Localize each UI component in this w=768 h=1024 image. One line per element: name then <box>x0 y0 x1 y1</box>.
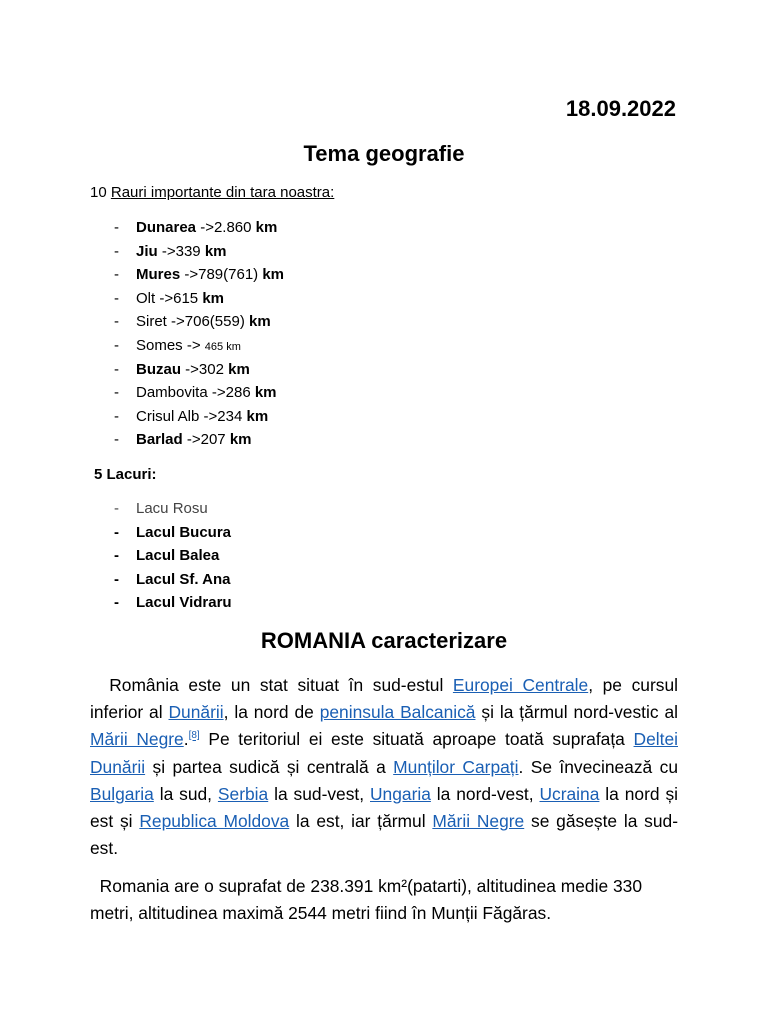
list-item: - Dunarea ->2.860 km <box>114 216 284 240</box>
lakes-heading: 5 Lacuri: <box>94 466 157 483</box>
page-title: Tema geografie <box>303 141 465 166</box>
rivers-heading <box>90 184 334 201</box>
link-delta-dunarii[interactable]: Deltei Dunării <box>90 729 678 777</box>
list-item: - Olt ->615 km <box>114 287 284 311</box>
list-item: - Crisul Alb ->234 km <box>114 405 284 429</box>
lakes-list <box>114 497 232 615</box>
link-ucraina[interactable]: Ucraina <box>539 783 600 804</box>
list-item: - Lacu Rosu <box>114 497 232 521</box>
link-dunarii[interactable]: Dunării <box>168 702 224 723</box>
rivers-list <box>114 216 284 452</box>
link-republica-moldova[interactable]: Republica Moldova <box>139 811 290 832</box>
list-item: - Mures ->789(761) km <box>114 263 284 287</box>
reference-link[interactable]: [8] <box>188 730 200 742</box>
list-item: - Lacul Vidraru <box>114 591 232 615</box>
link-europa-centrala[interactable]: Europei Centrale <box>452 675 589 695</box>
date: 18.09.2022 <box>565 96 676 121</box>
list-item: - Lacul Balea <box>114 544 232 568</box>
link-serbia[interactable]: Serbia <box>217 783 269 804</box>
rivers-heading-number: 10 <box>90 184 107 201</box>
link-ungaria[interactable]: Ungaria <box>370 783 431 804</box>
paragraph-romania: România este un stat situat în sud-estul Europei Centrale, pe cursul inferior al Dunării, la nord de peninsula Balcanică și la țărmul nord-vestic al Mării Negre.[8] Pe teritoriul ei este situată aproape toată suprafața Deltei Dunării și partea sudică și centrală a Munților Carpați. Se învecinează cu Bulgaria la sud, Serbia la sud-vest, Ungaria la nord-vest, Ucraina la nord și est și Republica Moldova la est, iar țărmul Mării Negre se găsește la sud-est. <box>90 675 679 859</box>
rivers-heading-text: Rauri importante din tara noastra: <box>110 184 335 201</box>
list-item: - Barlad ->207 km <box>114 428 284 452</box>
list-item: - Lacul Sf. Ana <box>114 568 232 592</box>
section-title: ROMANIA caracterizare <box>260 628 508 653</box>
paragraph-suprafata: Romania are o suprafat de 238.391 km²(patarti), altitudinea medie 330 metri, altitudinea maximă 2544 metri fiind în Munții Făgăras. <box>90 876 642 924</box>
link-peninsula-balcanica[interactable]: peninsula Balcanică <box>319 702 476 723</box>
list-item: - Dambovita ->286 km <box>114 381 284 405</box>
list-item: - Somes -> 465 km <box>114 334 284 358</box>
list-item: - Lacul Bucura <box>114 521 232 545</box>
list-item: - Buzau ->302 km <box>114 358 284 382</box>
list-item: - Siret ->706(559) km <box>114 310 284 334</box>
link-bulgaria[interactable]: Bulgaria <box>90 783 154 804</box>
link-marii-negre[interactable]: Mării Negre <box>90 729 184 750</box>
list-item: - Jiu ->339 km <box>114 240 284 264</box>
link-muntii-carpati[interactable]: Munților Carpați <box>393 756 519 777</box>
link-marii-negre-2[interactable]: Mării Negre <box>432 811 525 832</box>
